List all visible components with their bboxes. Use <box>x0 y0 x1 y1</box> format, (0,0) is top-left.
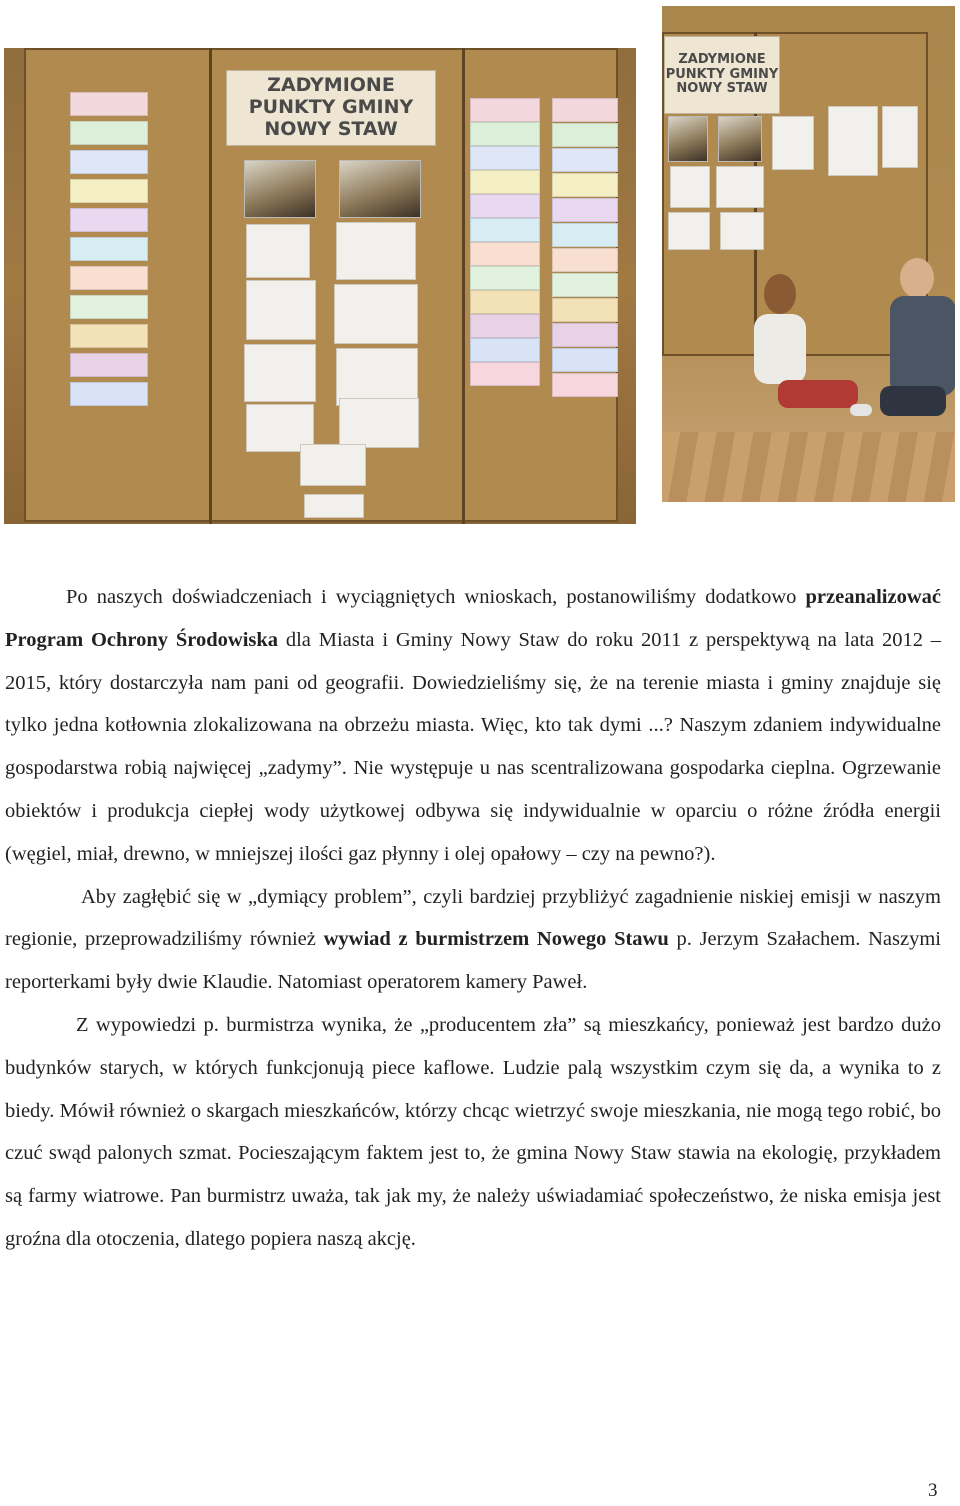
paper-strip <box>70 92 148 116</box>
paper-strip <box>70 266 148 290</box>
paper-card <box>244 344 316 402</box>
paper-strip <box>470 242 540 266</box>
paper-strip <box>552 173 618 197</box>
paper-strip <box>552 348 618 372</box>
paper-strip <box>552 298 618 322</box>
p2-bold-interview: wywiad z burmistrzem Nowego Stawu <box>323 928 669 951</box>
paper-strip <box>470 266 540 290</box>
board-sign: ZADYMIONE PUNKTY GMINY NOWY STAW <box>226 70 436 146</box>
paper-strip <box>470 218 540 242</box>
board-sign: ZADYMIONE PUNKTY GMINY NOWY STAW <box>664 36 780 114</box>
paper-strip <box>70 295 148 319</box>
paper-strip <box>552 123 618 147</box>
paper-strip <box>470 314 540 338</box>
paper-strip <box>552 148 618 172</box>
p1-text-a: Po naszych doświadczeniach i wyciągniętych wnioskach, postanowiliśmy dodatkowo <box>66 586 806 608</box>
paper-strip <box>70 353 148 377</box>
pinned-photo <box>718 116 762 162</box>
pinned-photo <box>244 160 316 218</box>
board-seam <box>462 48 465 524</box>
paper-card <box>668 212 710 250</box>
paper-card <box>720 212 764 250</box>
paper-strip <box>552 223 618 247</box>
paper-card <box>772 116 814 170</box>
p1-bold-program: przeanalizować Program Ochrony Środowiska <box>5 586 941 651</box>
paragraph-2 <box>5 876 941 1004</box>
paper-strip <box>70 179 148 203</box>
paper-card <box>304 494 364 518</box>
paper-card <box>339 398 419 448</box>
paper-strip <box>552 273 618 297</box>
paper-card <box>882 106 918 168</box>
paper-card <box>716 166 764 208</box>
p1-text-b: dla Miasta i Gminy Nowy Staw do roku 2011 z perspektywą na lata 2012 – 2015, który dostarczyła nam pani od geografii. Dowiedzieliśmy się, że na terenie miasta i gminy znajduje się tylko jedna kotłownia zlokalizowana na obrzeżu miasta. Więc, kto tak dymi ...? Naszym zdaniem indywidualne gospodarstwa robią najwięcej „zadymy”. Nie występuje u nas scentralizowana gospodarka cieplna. Ogrzewanie obiektów i produkcja ciepłej wody użytkowej odbywa się indywidualnie w oparciu o różne źródła energii (węgiel, miał, drewno, w mniejszej ilości gaz płynny i olej opałowy – czy na pewno?). <box>5 628 941 865</box>
paper-strip <box>552 373 618 397</box>
pinned-photo <box>339 160 421 218</box>
paper-strip <box>70 382 148 406</box>
paragraph-1 <box>5 576 941 876</box>
paper-card <box>334 284 418 344</box>
paper-strip <box>470 122 540 146</box>
photo-students-at-board <box>662 6 955 502</box>
paper-strip <box>70 208 148 232</box>
paper-strip <box>552 98 618 122</box>
paper-card <box>336 222 416 280</box>
student-girl <box>754 274 814 424</box>
paper-strip <box>470 146 540 170</box>
paper-strip <box>552 323 618 347</box>
p2-text-a: Aby zagłębić się w „dymiący problem”, czyli bardziej przybliżyć zagadnienie niskiej emisji w naszym regionie, przeprowadziliśmy również <box>5 885 941 951</box>
body-text <box>5 576 941 1261</box>
paper-strip <box>470 362 540 386</box>
paragraph-3: Z wypowiedzi p. burmistrza wynika, że „producentem zła” są mieszkańcy, ponieważ jest bardzo dużo budynków starych, w których funkcjonują piece kaflowe. Ludzie palą wszystkim czym się da, a wynika to z biedy. Mówił również o skargach mieszkańców, którzy chcąc wietrzyć swoje mieszkania, nie mogą tego robić, bo czuć swąd palonych szmat. Pocieszającym faktem jest to, że gmina Nowy Staw stawia na ekologię, przykładem są farmy wiatrowe. Pan burmistrz uważa, tak jak my, że należy uświadamiać społeczeństwo, że niska emisja jest groźna dla otoczenia, dlatego popiera naszą akcję. <box>5 1013 941 1250</box>
paper-strip <box>552 248 618 272</box>
paper-card <box>300 444 366 486</box>
paper-strip <box>70 324 148 348</box>
paper-card <box>670 166 710 208</box>
paper-strip <box>470 194 540 218</box>
paper-card <box>246 224 310 278</box>
paper-strip <box>70 121 148 145</box>
photo-exhibition-board <box>4 48 636 524</box>
paper-strip <box>470 338 540 362</box>
paper-strip <box>470 170 540 194</box>
paper-strip <box>70 150 148 174</box>
board-seam <box>209 48 212 524</box>
paper-card <box>828 106 878 176</box>
paper-card <box>246 280 316 340</box>
paper-strip <box>470 98 540 122</box>
page-number: 3 <box>928 1480 938 1501</box>
paper-strip <box>552 198 618 222</box>
paper-strip <box>70 237 148 261</box>
paper-strip <box>470 290 540 314</box>
p2-text-b: p. Jerzym Szałachem. Naszymi reporterkami były dwie Klaudie. Natomiast operatorem kamery Paweł. <box>5 928 941 994</box>
student-boy <box>888 258 955 458</box>
pinned-photo <box>668 116 708 162</box>
